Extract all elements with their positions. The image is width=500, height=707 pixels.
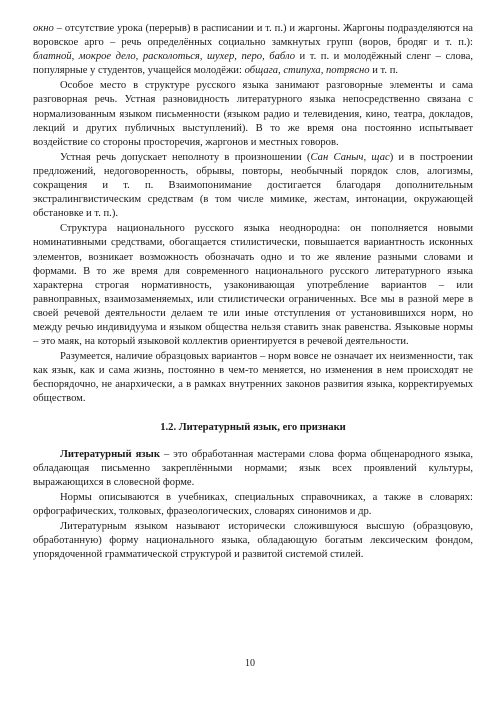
text-run: – это обработанная мастерами слова форма общенародного языка, обладающая письменно закреплёнными нормами; язык всех проявлений культуры, выражающихся в словесной форме.: [33, 448, 473, 488]
text-run: – отсутствие урока (перерыв) в расписании и т. п.) и жаргоны. Жаргоны подразделяются на воровское арго – речь определённых социально замкнутых групп (воров, бродяг и т. п.):: [33, 23, 473, 49]
paragraph-definition: [33, 448, 473, 490]
bold-term: Литературный язык: [60, 448, 160, 460]
paragraph-jargon: [33, 22, 473, 78]
section-heading: 1.2. Литературный язык, его признаки: [160, 421, 346, 433]
paragraph-norms-variants: Разумеется, наличие образцовых вариантов – норм вовсе не означает их неизменности, так как язык, как и сама жизнь, постоянно в чем-то меняется, но изменения в нем происходят не беспорядочно, не анархически, а в рамках внутренних законов развития языка, корректируемых обществом.: [33, 351, 473, 405]
italic-examples: блатной, мокрое дело, расколоться, шухер, перо, бабло: [33, 51, 295, 63]
italic-term: окно: [33, 23, 54, 34]
italic-examples: общага, стипуха, потрясно: [244, 65, 370, 77]
page-number: 10: [245, 658, 255, 669]
paragraph-structure: Структура национального русского языка неоднородна: он пополняется новыми номинативными средствами, обогащается стилистически, повышается вариантность исконных элементов, возникает возможность обозначать одно и то же явление разными словами и формами. В то же время для современного национального русского литературного языка характерна строгая нормативность, узаконивающая употребление вариантов – или равноправных, взаимозаменяемых, или стилистически ограниченных. Все мы в разной мере в своей речевой деятельности делаем те или иные отступления от установившихся норм, но между речью индивидуума и языком общества нельзя ставить знак равенства. Языковые нормы – это маяк, на который языковой коллектив ориентируется в речевой деятельности.: [33, 223, 473, 348]
page-body: [33, 22, 473, 562]
paragraph-norms-description: Нормы описываются в учебниках, специальных справочниках, а также в словарях: орфографических, толковых, фразеологических, словарях синонимов и др.: [33, 491, 473, 517]
text-run: и т. п. и молодёжный сленг – слова, популярные у студентов, учащейся молодёжи:: [33, 51, 473, 77]
italic-examples: Сан Саныч, щас: [310, 151, 390, 163]
paragraph-colloquial: Особое место в структуре русского языка занимают разговорные элементы и сама разговорная речь. Устная разновидность литературного языка непосредственно связана с нормализованным языком письменности (языком радио и телевидения, кино, театра, докладов, лекций и других публичных выступлений). В то же время она постоянно испытывает воздействие со стороны просторечия, жаргонов и местных говоров.: [33, 80, 473, 148]
paragraph-literary-language: Литературным языком называют исторически сложившуюся высшую (образцовую, обработанную) форму национального языка, обладающую богатым лексическим фондом, упорядоченной грамматической структурой и развитой системой стилей.: [33, 521, 473, 561]
text-run: ) и в построении предложений, недоговоренность, обрывы, повторы, необычный порядок слов, алогизмы, сокращения и т. п. Взаимопонимание достигается благодаря дополнительным экстралингвистическим средствам (в том числе мимике, жестам, интонации, окружающей обстановке и т. п.).: [33, 151, 473, 220]
paragraph-oral-speech: [33, 151, 473, 221]
text-run: Устная речь допускает неполноту в произношении (: [60, 151, 311, 163]
text-run: и т. п.: [369, 65, 399, 77]
